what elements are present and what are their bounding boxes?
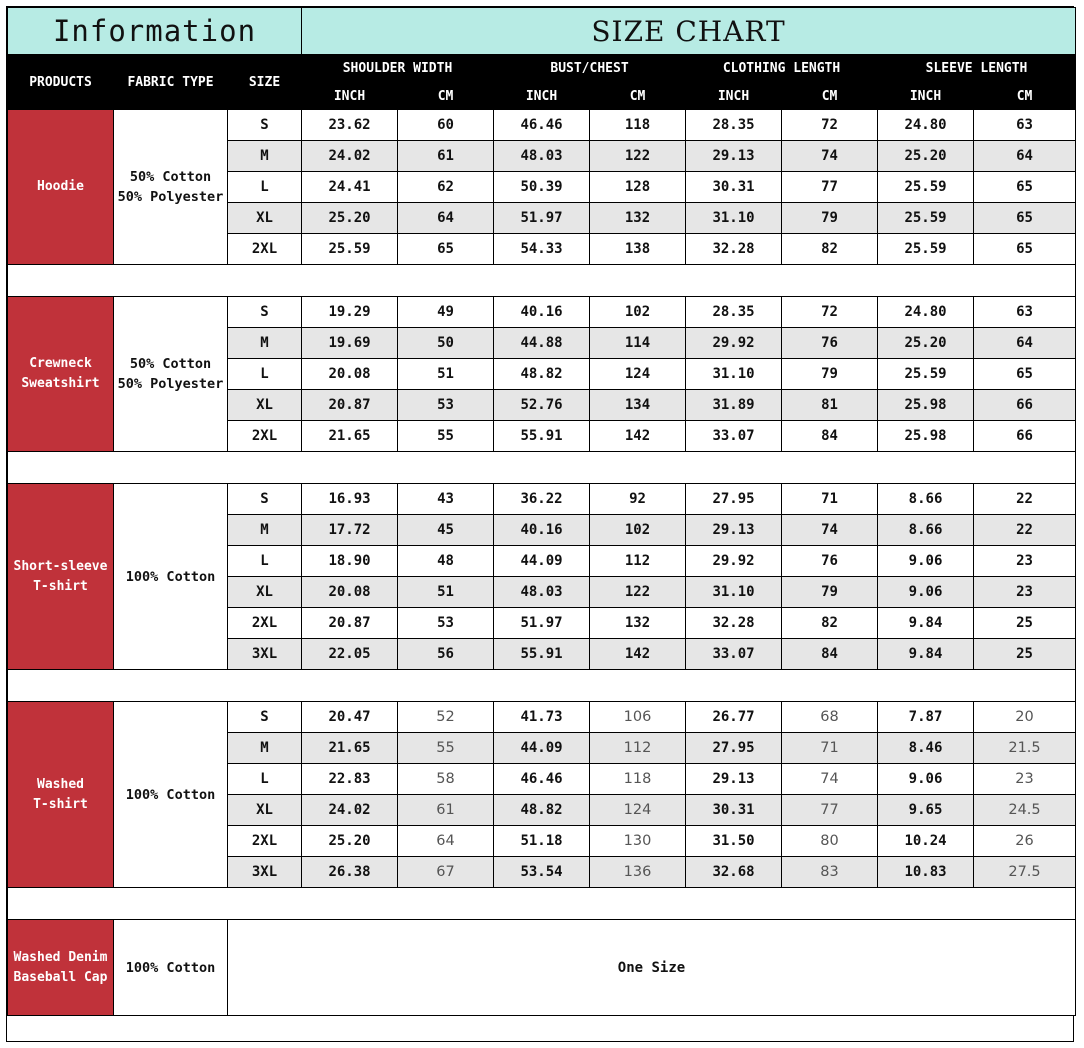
- cm-value-cell: 81: [782, 390, 878, 421]
- cm-value-cell: 23: [974, 546, 1076, 577]
- size-cell: S: [228, 110, 302, 141]
- cm-value-cell: 58: [398, 764, 494, 795]
- cm-value-cell: 122: [590, 577, 686, 608]
- spacer-cell: [114, 888, 228, 920]
- inch-value-cell: 48.03: [494, 141, 590, 172]
- spacer-cell: [8, 670, 114, 702]
- inch-value-cell: 44.09: [494, 546, 590, 577]
- cm-value-cell: 65: [974, 203, 1076, 234]
- cm-value-cell: 53: [398, 390, 494, 421]
- cm-value-cell: 23: [974, 764, 1076, 795]
- inch-value-cell: 25.98: [878, 390, 974, 421]
- inch-value-cell: 32.68: [686, 857, 782, 888]
- col-fabric-header: FABRIC TYPE: [114, 55, 228, 110]
- size-cell: XL: [228, 203, 302, 234]
- size-cell: L: [228, 764, 302, 795]
- inch-value-cell: 27.95: [686, 733, 782, 764]
- cm-value-cell: 64: [974, 328, 1076, 359]
- spacer-cell: [302, 888, 398, 920]
- cm-value-cell: 74: [782, 764, 878, 795]
- inch-value-cell: 9.65: [878, 795, 974, 826]
- size-cell: S: [228, 297, 302, 328]
- inch-value-cell: 55.91: [494, 639, 590, 670]
- spacer-cell: [974, 452, 1076, 484]
- one-size-cell: One Size: [228, 920, 1076, 1016]
- cm-value-cell: 56: [398, 639, 494, 670]
- group-header-sleeve-length: SLEEVE LENGTH: [878, 55, 1076, 83]
- cm-value-cell: 65: [974, 172, 1076, 203]
- fabric-type-cell: 100% Cotton: [114, 484, 228, 670]
- size-cell: XL: [228, 577, 302, 608]
- cm-value-cell: 82: [782, 608, 878, 639]
- inch-value-cell: 9.84: [878, 639, 974, 670]
- spacer-cell: [228, 670, 302, 702]
- size-cell: M: [228, 141, 302, 172]
- spacer-cell: [114, 452, 228, 484]
- inch-value-cell: 52.76: [494, 390, 590, 421]
- cm-value-cell: 79: [782, 577, 878, 608]
- spacer-cell: [974, 888, 1076, 920]
- cm-value-cell: 106: [590, 702, 686, 733]
- spacer-cell: [302, 670, 398, 702]
- spacer-cell: [494, 265, 590, 297]
- cm-value-cell: 27.5: [974, 857, 1076, 888]
- inch-value-cell: 28.35: [686, 110, 782, 141]
- fabric-type-cell: 100% Cotton: [114, 702, 228, 888]
- inch-value-cell: 20.87: [302, 608, 398, 639]
- inch-value-cell: 8.66: [878, 484, 974, 515]
- inch-value-cell: 31.10: [686, 577, 782, 608]
- cm-value-cell: 67: [398, 857, 494, 888]
- inch-value-cell: 33.07: [686, 639, 782, 670]
- cm-value-cell: 142: [590, 421, 686, 452]
- fabric-type-cell: 50% Cotton 50% Polyester: [114, 110, 228, 265]
- spacer-cell: [228, 265, 302, 297]
- size-cell: 2XL: [228, 421, 302, 452]
- inch-value-cell: 20.08: [302, 577, 398, 608]
- spacer-cell: [974, 670, 1076, 702]
- spacer-cell: [878, 888, 974, 920]
- cm-value-cell: 102: [590, 515, 686, 546]
- size-cell: 3XL: [228, 639, 302, 670]
- product-name-cell: Washed T-shirt: [8, 702, 114, 888]
- inch-value-cell: 51.97: [494, 608, 590, 639]
- cm-value-cell: 102: [590, 297, 686, 328]
- inch-value-cell: 25.20: [302, 203, 398, 234]
- unit-header: INCH: [878, 83, 974, 110]
- size-cell: L: [228, 546, 302, 577]
- cm-value-cell: 63: [974, 297, 1076, 328]
- table-row: [8, 297, 1076, 328]
- spacer-cell: [974, 265, 1076, 297]
- col-products-header: PRODUCTS: [8, 55, 114, 110]
- table-row: [8, 702, 1076, 733]
- cm-value-cell: 64: [398, 826, 494, 857]
- product-name-cell: Washed Denim Baseball Cap: [8, 920, 114, 1016]
- size-cell: M: [228, 733, 302, 764]
- spacer-cell: [228, 888, 302, 920]
- spacer-cell: [494, 888, 590, 920]
- inch-value-cell: 44.88: [494, 328, 590, 359]
- cm-value-cell: 45: [398, 515, 494, 546]
- inch-value-cell: 24.41: [302, 172, 398, 203]
- cm-value-cell: 22: [974, 515, 1076, 546]
- cm-value-cell: 65: [974, 359, 1076, 390]
- cm-value-cell: 79: [782, 203, 878, 234]
- cm-value-cell: 72: [782, 297, 878, 328]
- cm-value-cell: 84: [782, 639, 878, 670]
- cm-value-cell: 64: [974, 141, 1076, 172]
- spacer-cell: [114, 265, 228, 297]
- inch-value-cell: 9.84: [878, 608, 974, 639]
- inch-value-cell: 29.92: [686, 328, 782, 359]
- inch-value-cell: 9.06: [878, 546, 974, 577]
- spacer-cell: [686, 452, 782, 484]
- cm-value-cell: 76: [782, 546, 878, 577]
- inch-value-cell: 21.65: [302, 421, 398, 452]
- cm-value-cell: 124: [590, 795, 686, 826]
- inch-value-cell: 32.28: [686, 608, 782, 639]
- spacer-cell: [302, 265, 398, 297]
- inch-value-cell: 26.77: [686, 702, 782, 733]
- inch-value-cell: 30.31: [686, 795, 782, 826]
- size-cell: S: [228, 702, 302, 733]
- spacer-cell: [8, 265, 114, 297]
- unit-header: CM: [782, 83, 878, 110]
- cm-value-cell: 134: [590, 390, 686, 421]
- size-cell: XL: [228, 795, 302, 826]
- spacer-row: [8, 265, 1076, 297]
- spacer-cell: [114, 670, 228, 702]
- group-header-clothing-length: CLOTHING LENGTH: [686, 55, 878, 83]
- inch-value-cell: 22.83: [302, 764, 398, 795]
- cap-row: [8, 920, 1076, 1016]
- spacer-cell: [494, 670, 590, 702]
- table-row: [8, 484, 1076, 515]
- spacer-cell: [878, 265, 974, 297]
- cm-value-cell: 122: [590, 141, 686, 172]
- spacer-cell: [878, 452, 974, 484]
- cm-value-cell: 25: [974, 639, 1076, 670]
- size-cell: 2XL: [228, 234, 302, 265]
- inch-value-cell: 9.06: [878, 764, 974, 795]
- inch-value-cell: 46.46: [494, 110, 590, 141]
- inch-value-cell: 27.95: [686, 484, 782, 515]
- spacer-cell: [686, 670, 782, 702]
- spacer-cell: [590, 265, 686, 297]
- inch-value-cell: 48.82: [494, 359, 590, 390]
- product-name-cell: Crewneck Sweatshirt: [8, 297, 114, 452]
- inch-value-cell: 51.18: [494, 826, 590, 857]
- inch-value-cell: 19.29: [302, 297, 398, 328]
- inch-value-cell: 53.54: [494, 857, 590, 888]
- cm-value-cell: 21.5: [974, 733, 1076, 764]
- spacer-cell: [398, 265, 494, 297]
- spacer-cell: [302, 452, 398, 484]
- spacer-cell: [398, 888, 494, 920]
- cm-value-cell: 77: [782, 172, 878, 203]
- size-cell: 2XL: [228, 826, 302, 857]
- cm-value-cell: 53: [398, 608, 494, 639]
- cm-value-cell: 124: [590, 359, 686, 390]
- inch-value-cell: 31.89: [686, 390, 782, 421]
- cm-value-cell: 112: [590, 546, 686, 577]
- inch-value-cell: 36.22: [494, 484, 590, 515]
- unit-header: INCH: [686, 83, 782, 110]
- cm-value-cell: 48: [398, 546, 494, 577]
- cm-value-cell: 25: [974, 608, 1076, 639]
- inch-value-cell: 41.73: [494, 702, 590, 733]
- cm-value-cell: 61: [398, 141, 494, 172]
- inch-value-cell: 31.10: [686, 203, 782, 234]
- inch-value-cell: 10.83: [878, 857, 974, 888]
- cm-value-cell: 118: [590, 764, 686, 795]
- inch-value-cell: 25.98: [878, 421, 974, 452]
- table-row: [8, 110, 1076, 141]
- spacer-cell: [590, 452, 686, 484]
- spacer-cell: [398, 452, 494, 484]
- cm-value-cell: 64: [398, 203, 494, 234]
- inch-value-cell: 16.93: [302, 484, 398, 515]
- inch-value-cell: 33.07: [686, 421, 782, 452]
- inch-value-cell: 25.59: [878, 234, 974, 265]
- cm-value-cell: 136: [590, 857, 686, 888]
- size-cell: 3XL: [228, 857, 302, 888]
- cm-value-cell: 76: [782, 328, 878, 359]
- size-cell: 2XL: [228, 608, 302, 639]
- cm-value-cell: 52: [398, 702, 494, 733]
- inch-value-cell: 25.59: [302, 234, 398, 265]
- cm-value-cell: 112: [590, 733, 686, 764]
- size-cell: M: [228, 328, 302, 359]
- inch-value-cell: 9.06: [878, 577, 974, 608]
- cm-value-cell: 24.5: [974, 795, 1076, 826]
- cm-value-cell: 74: [782, 515, 878, 546]
- group-header-bust-chest: BUST/CHEST: [494, 55, 686, 83]
- cm-value-cell: 60: [398, 110, 494, 141]
- cm-value-cell: 128: [590, 172, 686, 203]
- cm-value-cell: 71: [782, 733, 878, 764]
- cm-value-cell: 51: [398, 359, 494, 390]
- spacer-cell: [782, 888, 878, 920]
- cm-value-cell: 55: [398, 421, 494, 452]
- fabric-type-cell: 100% Cotton: [114, 920, 228, 1016]
- cm-value-cell: 92: [590, 484, 686, 515]
- inch-value-cell: 25.20: [878, 328, 974, 359]
- cm-value-cell: 77: [782, 795, 878, 826]
- inch-value-cell: 26.38: [302, 857, 398, 888]
- cm-value-cell: 71: [782, 484, 878, 515]
- cm-value-cell: 83: [782, 857, 878, 888]
- cm-value-cell: 50: [398, 328, 494, 359]
- inch-value-cell: 21.65: [302, 733, 398, 764]
- spacer-row: [8, 452, 1076, 484]
- cm-value-cell: 43: [398, 484, 494, 515]
- cm-value-cell: 23: [974, 577, 1076, 608]
- inch-value-cell: 24.02: [302, 795, 398, 826]
- fabric-type-cell: 50% Cotton 50% Polyester: [114, 297, 228, 452]
- inch-value-cell: 24.80: [878, 297, 974, 328]
- inch-value-cell: 23.62: [302, 110, 398, 141]
- inch-value-cell: 25.59: [878, 203, 974, 234]
- unit-header: INCH: [302, 83, 398, 110]
- size-cell: M: [228, 515, 302, 546]
- inch-value-cell: 17.72: [302, 515, 398, 546]
- information-title: Information: [8, 8, 302, 55]
- spacer-cell: [782, 265, 878, 297]
- inch-value-cell: 30.31: [686, 172, 782, 203]
- spacer-cell: [686, 265, 782, 297]
- size-chart-table: [7, 7, 1076, 1016]
- inch-value-cell: 46.46: [494, 764, 590, 795]
- spacer-row: [8, 888, 1076, 920]
- group-header-shoulder-width: SHOULDER WIDTH: [302, 55, 494, 83]
- spacer-row: [8, 670, 1076, 702]
- cm-value-cell: 82: [782, 234, 878, 265]
- cm-value-cell: 79: [782, 359, 878, 390]
- inch-value-cell: 31.10: [686, 359, 782, 390]
- unit-header: CM: [590, 83, 686, 110]
- inch-value-cell: 48.03: [494, 577, 590, 608]
- cm-value-cell: 63: [974, 110, 1076, 141]
- product-name-cell: Hoodie: [8, 110, 114, 265]
- cm-value-cell: 66: [974, 390, 1076, 421]
- cm-value-cell: 142: [590, 639, 686, 670]
- spacer-cell: [8, 888, 114, 920]
- inch-value-cell: 29.13: [686, 141, 782, 172]
- inch-value-cell: 40.16: [494, 297, 590, 328]
- cm-value-cell: 132: [590, 608, 686, 639]
- inch-value-cell: 31.50: [686, 826, 782, 857]
- inch-value-cell: 19.69: [302, 328, 398, 359]
- spacer-cell: [590, 888, 686, 920]
- cm-value-cell: 51: [398, 577, 494, 608]
- cm-value-cell: 80: [782, 826, 878, 857]
- spacer-cell: [878, 670, 974, 702]
- size-chart-title: SIZE CHART: [302, 8, 1076, 55]
- inch-value-cell: 25.20: [878, 141, 974, 172]
- inch-value-cell: 40.16: [494, 515, 590, 546]
- unit-header: CM: [974, 83, 1076, 110]
- cm-value-cell: 26: [974, 826, 1076, 857]
- size-cell: L: [228, 172, 302, 203]
- cm-value-cell: 20: [974, 702, 1076, 733]
- cm-value-cell: 138: [590, 234, 686, 265]
- unit-header: INCH: [494, 83, 590, 110]
- inch-value-cell: 55.91: [494, 421, 590, 452]
- inch-value-cell: 48.82: [494, 795, 590, 826]
- cm-value-cell: 55: [398, 733, 494, 764]
- size-cell: S: [228, 484, 302, 515]
- inch-value-cell: 29.92: [686, 546, 782, 577]
- inch-value-cell: 29.13: [686, 515, 782, 546]
- inch-value-cell: 24.80: [878, 110, 974, 141]
- cm-value-cell: 72: [782, 110, 878, 141]
- spacer-cell: [686, 888, 782, 920]
- product-name-cell: Short-sleeve T-shirt: [8, 484, 114, 670]
- cm-value-cell: 114: [590, 328, 686, 359]
- spacer-cell: [590, 670, 686, 702]
- inch-value-cell: 22.05: [302, 639, 398, 670]
- size-cell: XL: [228, 390, 302, 421]
- cm-value-cell: 65: [974, 234, 1076, 265]
- inch-value-cell: 20.47: [302, 702, 398, 733]
- spacer-cell: [8, 452, 114, 484]
- unit-header: CM: [398, 83, 494, 110]
- inch-value-cell: 25.20: [302, 826, 398, 857]
- cm-value-cell: 61: [398, 795, 494, 826]
- inch-value-cell: 18.90: [302, 546, 398, 577]
- inch-value-cell: 50.39: [494, 172, 590, 203]
- cm-value-cell: 22: [974, 484, 1076, 515]
- cm-value-cell: 49: [398, 297, 494, 328]
- inch-value-cell: 20.08: [302, 359, 398, 390]
- inch-value-cell: 28.35: [686, 297, 782, 328]
- cm-value-cell: 130: [590, 826, 686, 857]
- cm-value-cell: 118: [590, 110, 686, 141]
- inch-value-cell: 7.87: [878, 702, 974, 733]
- cm-value-cell: 68: [782, 702, 878, 733]
- size-cell: L: [228, 359, 302, 390]
- spacer-cell: [494, 452, 590, 484]
- inch-value-cell: 54.33: [494, 234, 590, 265]
- cm-value-cell: 62: [398, 172, 494, 203]
- inch-value-cell: 8.46: [878, 733, 974, 764]
- inch-value-cell: 44.09: [494, 733, 590, 764]
- spacer-cell: [228, 452, 302, 484]
- inch-value-cell: 25.59: [878, 359, 974, 390]
- cm-value-cell: 66: [974, 421, 1076, 452]
- inch-value-cell: 29.13: [686, 764, 782, 795]
- inch-value-cell: 51.97: [494, 203, 590, 234]
- spacer-cell: [782, 452, 878, 484]
- inch-value-cell: 8.66: [878, 515, 974, 546]
- cm-value-cell: 132: [590, 203, 686, 234]
- col-size-header: SIZE: [228, 55, 302, 110]
- inch-value-cell: 20.87: [302, 390, 398, 421]
- inch-value-cell: 10.24: [878, 826, 974, 857]
- cm-value-cell: 84: [782, 421, 878, 452]
- cm-value-cell: 74: [782, 141, 878, 172]
- inch-value-cell: 24.02: [302, 141, 398, 172]
- size-chart-sheet: [6, 6, 1074, 1042]
- inch-value-cell: 32.28: [686, 234, 782, 265]
- cm-value-cell: 65: [398, 234, 494, 265]
- spacer-cell: [398, 670, 494, 702]
- spacer-cell: [782, 670, 878, 702]
- inch-value-cell: 25.59: [878, 172, 974, 203]
